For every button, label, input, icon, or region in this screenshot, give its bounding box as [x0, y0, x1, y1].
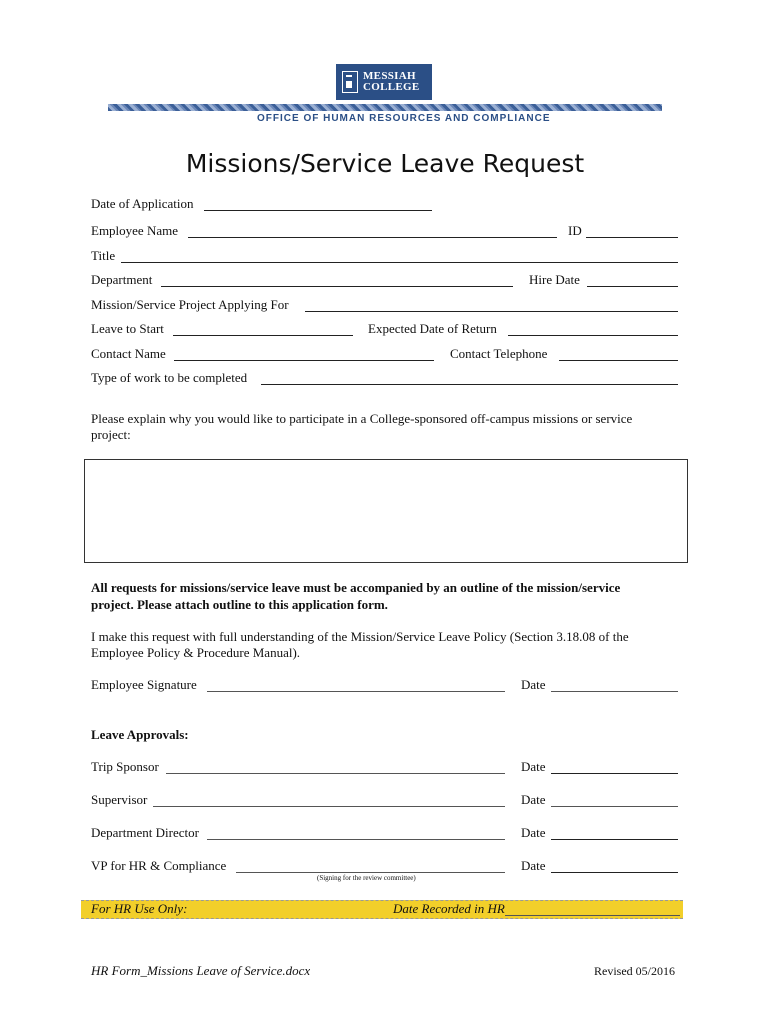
college-logo: [336, 64, 432, 100]
office-name: OFFICE OF HUMAN RESOURCES AND COMPLIANCE: [257, 113, 551, 124]
leave-approvals-heading: Leave Approvals:: [91, 727, 189, 742]
employee-signature-date-field[interactable]: [551, 691, 678, 692]
trip-sponsor-date-label: Date: [521, 759, 546, 774]
project-label: Mission/Service Project Applying For: [91, 297, 289, 312]
project-field[interactable]: [305, 311, 678, 312]
decorative-pattern-strip: [108, 104, 662, 111]
explanation-textarea[interactable]: [84, 459, 688, 563]
notice-line-2: project. Please attach outline to this application form.: [91, 597, 388, 612]
type-of-work-label: Type of work to be completed: [91, 370, 248, 385]
supervisor-signature-field[interactable]: [153, 806, 505, 807]
vp-hr-compliance-signature-field[interactable]: [236, 872, 505, 873]
title-label: Title: [91, 248, 116, 263]
vp-hr-compliance-date-field[interactable]: [551, 872, 678, 873]
statement-line-1: I make this request with full understanding of the Mission/Service Leave Policy (Section 3.18.08 of the: [91, 629, 629, 644]
employee-name-field[interactable]: [188, 237, 557, 238]
employee-signature-date-label: Date: [521, 677, 546, 692]
explain-prompt-line-2: project:: [91, 427, 131, 442]
supervisor-date-label: Date: [521, 792, 546, 807]
title-field[interactable]: [121, 262, 678, 263]
date-recorded-field[interactable]: [505, 915, 680, 916]
hire-date-label: Hire Date: [529, 272, 580, 287]
type-of-work-field[interactable]: [261, 384, 678, 385]
expected-return-label: Expected Date of Return: [368, 321, 497, 336]
contact-telephone-label: Contact Telephone: [450, 346, 548, 361]
trip-sponsor-date-field[interactable]: [551, 773, 678, 774]
id-label: ID: [568, 223, 582, 238]
footer-revised: Revised 05/2016: [594, 964, 675, 978]
supervisor-date-field[interactable]: [551, 806, 678, 807]
id-field[interactable]: [586, 237, 678, 238]
logo-wordmark: [363, 71, 420, 93]
department-label: Department: [91, 272, 153, 287]
contact-name-label: Contact Name: [91, 346, 166, 361]
employee-signature-label: Employee Signature: [91, 677, 197, 692]
date-of-application-label: Date of Application: [91, 196, 194, 211]
vp-hr-compliance-date-label: Date: [521, 858, 546, 873]
logo-line-2: COLLEGE: [363, 81, 420, 93]
employee-signature-field[interactable]: [207, 691, 505, 692]
date-recorded-label: Date Recorded in HR: [393, 901, 505, 916]
vp-hr-compliance-label: VP for HR & Compliance: [91, 858, 227, 873]
footer-filename: HR Form_Missions Leave of Service.docx: [91, 963, 311, 978]
department-field[interactable]: [161, 286, 513, 287]
signing-note: (Signing for the review committee): [317, 874, 416, 882]
employee-name-label: Employee Name: [91, 223, 178, 238]
date-of-application-field[interactable]: [204, 210, 432, 211]
page-title: Missions/Service Leave Request: [185, 149, 585, 178]
logo-line-1: MESSIAH: [363, 70, 416, 82]
leave-to-start-field[interactable]: [173, 335, 353, 336]
statement-line-2: Employee Policy & Procedure Manual).: [91, 645, 301, 660]
contact-telephone-field[interactable]: [559, 360, 678, 361]
logo-building-icon: [342, 71, 358, 93]
department-director-date-field[interactable]: [551, 839, 678, 840]
hr-use-label: For HR Use Only:: [91, 901, 188, 916]
department-director-date-label: Date: [521, 825, 546, 840]
supervisor-label: Supervisor: [91, 792, 148, 807]
expected-return-field[interactable]: [508, 335, 678, 336]
notice-line-1: All requests for missions/service leave must be accompanied by an outline of the mission/service: [91, 580, 621, 595]
trip-sponsor-signature-field[interactable]: [166, 773, 505, 774]
trip-sponsor-label: Trip Sponsor: [91, 759, 159, 774]
department-director-signature-field[interactable]: [207, 839, 505, 840]
hire-date-field[interactable]: [587, 286, 678, 287]
contact-name-field[interactable]: [174, 360, 434, 361]
explain-prompt-line-1: Please explain why you would like to participate in a College-sponsored off-campus missions or service: [91, 411, 633, 426]
department-director-label: Department Director: [91, 825, 199, 840]
leave-to-start-label: Leave to Start: [91, 321, 164, 336]
